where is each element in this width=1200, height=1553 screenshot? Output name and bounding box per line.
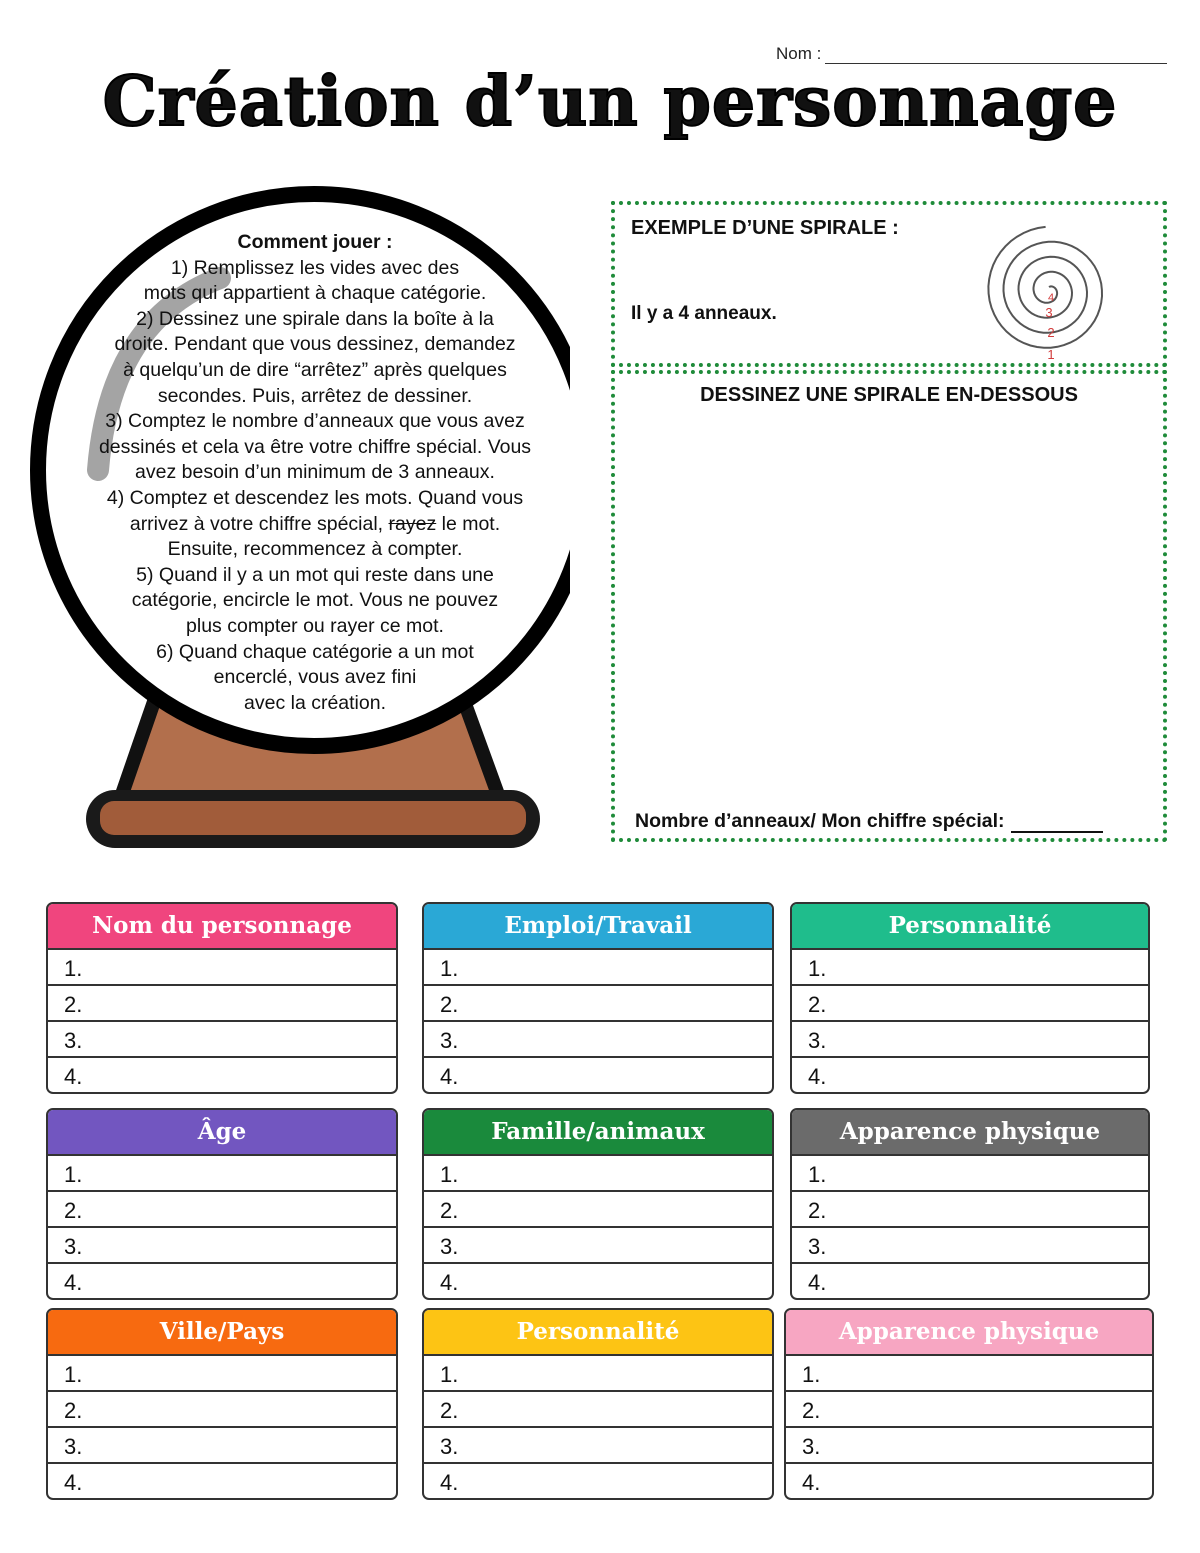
card-row[interactable]: 3.: [48, 1228, 396, 1264]
card-title: Nom du personnage: [48, 904, 396, 950]
card-row[interactable]: 4.: [64, 1064, 83, 1089]
category-card: [422, 1108, 774, 1300]
page-title: Création d’un personnage: [102, 62, 1118, 142]
name-field[interactable]: [776, 44, 1167, 64]
card-row[interactable]: 3.: [424, 1228, 772, 1264]
card-row[interactable]: 3.: [792, 1228, 1148, 1264]
card-row[interactable]: 4.: [808, 1270, 827, 1295]
card-row[interactable]: 3.: [792, 1022, 1148, 1058]
card-row[interactable]: 4.: [802, 1470, 821, 1495]
instruction-line: 4) Comptez et descendez les mots. Quand vous: [106, 486, 524, 509]
special-number-blank[interactable]: [1011, 815, 1103, 833]
ring-number-4: 4: [1047, 292, 1055, 304]
category-card: [46, 1308, 398, 1500]
instruction-line: 1) Remplissez les vides avec des: [170, 256, 460, 279]
card-row[interactable]: 2.: [424, 1192, 772, 1228]
instruction-line: arrivez à votre chiffre spécial, rayez le mot.: [129, 512, 501, 535]
card-row[interactable]: 3.: [48, 1428, 396, 1464]
instruction-line: 5) Quand il y a un mot qui reste dans une: [136, 563, 494, 586]
category-card: [422, 1308, 774, 1500]
card-row[interactable]: 4.: [440, 1064, 459, 1089]
category-card: [790, 902, 1150, 1094]
instructions-text: [80, 230, 550, 716]
category-card: [790, 1108, 1150, 1300]
card-row[interactable]: 3.: [424, 1022, 772, 1058]
example-text: Il y a 4 anneaux.: [631, 303, 777, 324]
instruction-line: encerclé, vous avez fini: [213, 666, 417, 689]
card-title: Personnalité: [424, 1310, 772, 1356]
card-row[interactable]: 4.: [64, 1270, 83, 1295]
card-row[interactable]: 2.: [792, 986, 1148, 1022]
card-row[interactable]: 2.: [792, 1192, 1148, 1228]
card-row[interactable]: 2.: [48, 1192, 396, 1228]
spiral-line: [988, 227, 1102, 348]
instruction-line: à quelqu’un de dire “arrêtez” après quelques: [123, 358, 507, 381]
category-card: [46, 902, 398, 1094]
card-row[interactable]: 2.: [424, 986, 772, 1022]
instruction-line: avec la création.: [244, 691, 386, 714]
instruction-line: 3) Comptez le nombre d’anneaux que vous avez: [105, 410, 525, 433]
card-row[interactable]: 1.: [424, 950, 772, 986]
ring-number-1: 1: [1047, 347, 1055, 361]
instruction-line: Ensuite, recommencez à compter.: [167, 538, 463, 561]
card-row[interactable]: 1.: [792, 1156, 1148, 1192]
strikethrough-word: rayez: [388, 512, 437, 535]
instruction-line: 2) Dessinez une spirale dans la boîte à la: [136, 307, 494, 330]
card-row[interactable]: 4.: [440, 1270, 459, 1295]
spiral-drawing-area[interactable]: [611, 370, 1167, 842]
category-card: [422, 902, 774, 1094]
spiral-example-icon: [979, 211, 1119, 361]
card-row[interactable]: 3.: [424, 1428, 772, 1464]
instructions-heading: Comment jouer :: [237, 231, 393, 253]
example-title: EXEMPLE D’UNE SPIRALE :: [631, 217, 899, 239]
category-card: [46, 1108, 398, 1300]
card-row[interactable]: 1.: [48, 950, 396, 986]
card-title: Ville/Pays: [48, 1310, 396, 1356]
card-row[interactable]: 2.: [48, 986, 396, 1022]
instruction-line: avez besoin d’un minimum de 3 anneaux.: [135, 461, 495, 484]
card-title: Famille/animaux: [424, 1110, 772, 1156]
card-row[interactable]: 1.: [792, 950, 1148, 986]
instruction-line: mots qui appartient à chaque catégorie.: [143, 282, 487, 305]
card-title: Apparence physique: [786, 1310, 1152, 1356]
instruction-line: dessinés et cela va être votre chiffre spécial. Vous: [98, 435, 532, 458]
card-row[interactable]: 1.: [424, 1356, 772, 1392]
card-title: Apparence physique: [792, 1110, 1148, 1156]
instruction-line: 6) Quand chaque catégorie a un mot: [156, 640, 474, 663]
card-row[interactable]: 1.: [424, 1156, 772, 1192]
drawing-area-title: DESSINEZ UNE SPIRALE EN-DESSOUS: [700, 384, 1078, 406]
card-title: Personnalité: [792, 904, 1148, 950]
card-title: Emploi/Travail: [424, 904, 772, 950]
card-row[interactable]: 1.: [786, 1356, 1152, 1392]
card-row[interactable]: 4.: [808, 1064, 827, 1089]
card-row[interactable]: 4.: [440, 1470, 459, 1495]
ring-number-3: 3: [1045, 305, 1053, 320]
card-row[interactable]: 1.: [48, 1356, 396, 1392]
instruction-line: catégorie, encircle le mot. Vous ne pouvez: [131, 589, 499, 612]
card-row[interactable]: 2.: [48, 1392, 396, 1428]
instruction-line: secondes. Puis, arrêtez de dessiner.: [157, 384, 473, 407]
card-row[interactable]: 3.: [786, 1428, 1152, 1464]
card-row[interactable]: 2.: [424, 1392, 772, 1428]
name-label: Nom :: [776, 44, 822, 63]
card-row[interactable]: 4.: [64, 1470, 83, 1495]
card-title: Âge: [48, 1110, 396, 1156]
category-card: [784, 1308, 1154, 1500]
spiral-example-box: [611, 201, 1167, 367]
ring-number-2: 2: [1047, 325, 1055, 340]
special-number-label: Nombre d’anneaux/ Mon chiffre spécial:: [635, 810, 1005, 832]
card-row[interactable]: 3.: [48, 1022, 396, 1058]
instruction-line: droite. Pendant que vous dessinez, demandez: [114, 333, 516, 356]
card-row[interactable]: 1.: [48, 1156, 396, 1192]
crystal-ball-base: [100, 801, 526, 835]
special-number-field[interactable]: [635, 810, 1103, 833]
card-row[interactable]: 2.: [786, 1392, 1152, 1428]
instruction-line: plus compter ou rayer ce mot.: [186, 614, 444, 637]
